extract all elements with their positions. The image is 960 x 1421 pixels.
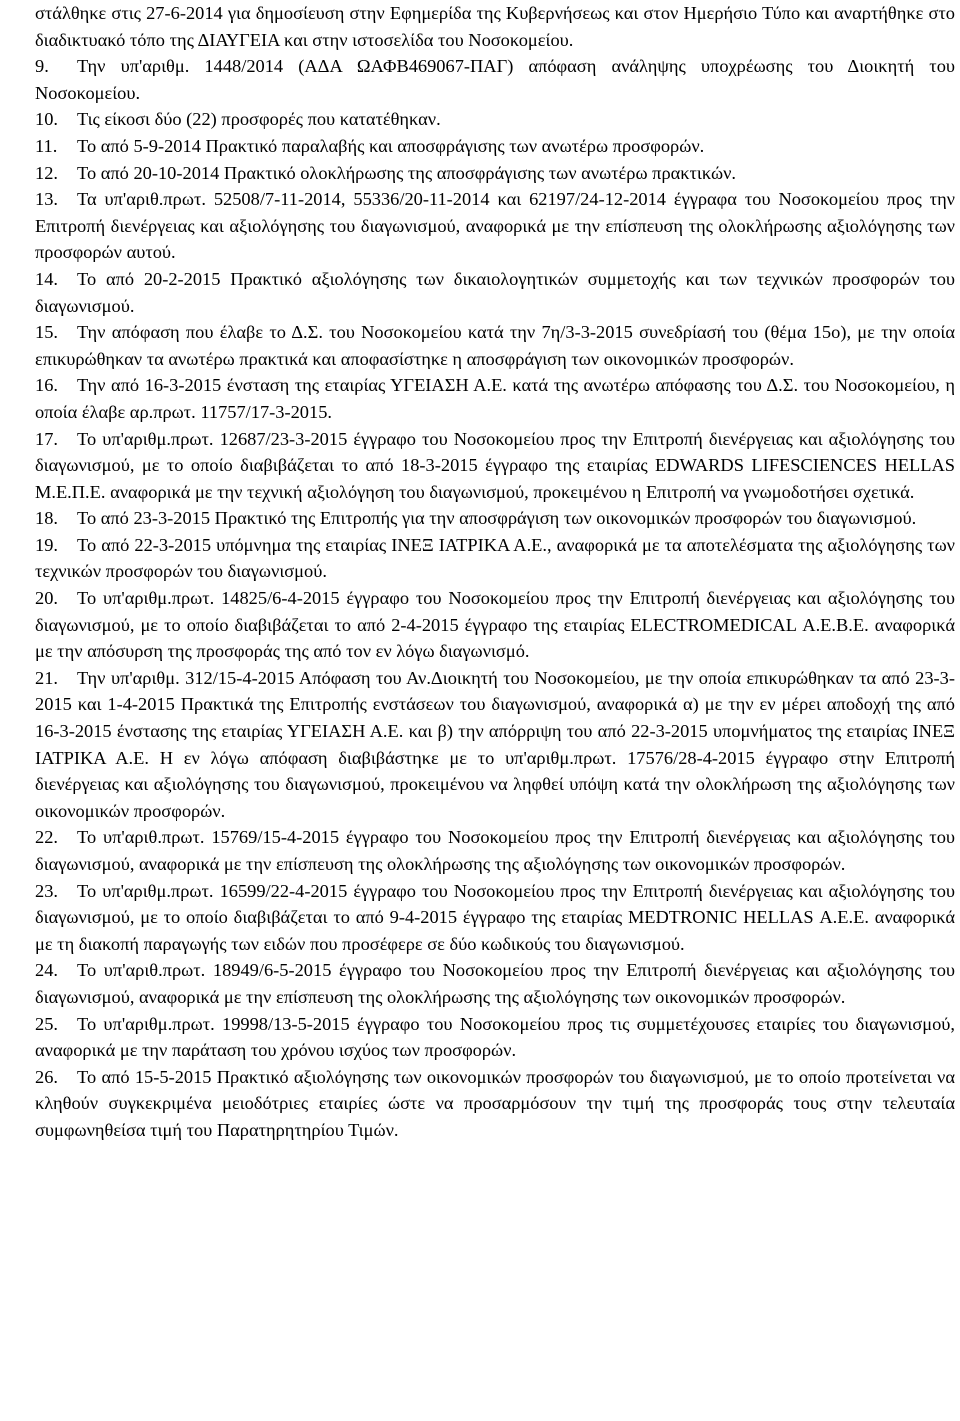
list-item [35, 532, 955, 585]
list-item [35, 53, 955, 106]
list-item [35, 505, 955, 532]
list-item-text: Το από 23-3-2015 Πρακτικό της Επιτροπής για την αποσφράγιση των οικονομικών προσφορών του διαγωνισμού. [77, 508, 917, 529]
list-item-number: 20. [35, 588, 58, 609]
list-item [35, 878, 955, 958]
list-item [35, 186, 955, 266]
list-item-number: 26. [35, 1066, 58, 1087]
list-item-number: 19. [35, 534, 58, 555]
list-item [35, 957, 955, 1010]
list-item-number: 25. [35, 1013, 58, 1034]
list-item [35, 1064, 955, 1144]
list-item-number: 12. [35, 162, 58, 183]
list-item-number: 11. [35, 135, 58, 156]
list-item-number: 9. [35, 56, 49, 77]
list-item-text: Την από 16-3-2015 ένσταση της εταιρίας ΥΓΕΙΑΣΗ Α.Ε. κατά της ανωτέρω απόφασης του Δ.Σ. του Νοσοκομείου, η οποία έλαβε αρ.πρωτ. 11757/17-3-2015. [35, 375, 955, 422]
list-item-text: Το υπ'αριθμ.πρωτ. 12687/23-3-2015 έγγραφο του Νοσοκομείου προς την Επιτροπή διενέργειας και αξιολόγησης του διαγωνισμού, με το οποίο διαβιβάζεται το από 18-3-2015 έγγραφο της εταιρίας EDWARDS LIFESCIENCES HELLAS Μ.Ε.Π.Ε. αναφορικά με την τεχνική αξιολόγηση του διαγωνισμού, προκειμένου η Επιτροπή να γνωμοδοτήσει σχετικά. [35, 428, 955, 502]
list-item-number: 13. [35, 189, 58, 210]
list-item-text: Το από 15-5-2015 Πρακτικό αξιολόγησης των οικονομικών προσφορών του διαγωνισμού, με το οποίο προτείνεται να κληθούν συγκεκριμένα μειοδότριες εταιρίες ώστε να προσαρμόσουν την τιμή της προσφοράς τους στην τελευταία συμφωνηθείσα τιμή του Παρατηρητηρίου Τιμών. [35, 1066, 955, 1140]
list-item [35, 319, 955, 372]
list-item [35, 426, 955, 506]
list-item-number: 23. [35, 880, 58, 901]
numbered-list [0, 53, 960, 1143]
list-item [35, 585, 955, 665]
list-item-text: Το από 20-2-2015 Πρακτικό αξιολόγησης των δικαιολογητικών συμμετοχής και των τεχνικών προσφορών του διαγωνισμού. [35, 268, 955, 316]
list-item [35, 160, 955, 187]
list-item-number: 14. [35, 268, 58, 289]
list-item [35, 665, 955, 825]
list-item [35, 106, 955, 133]
list-item-text: Τις είκοσι δύο (22) προσφορές που κατατέθηκαν. [77, 109, 441, 130]
list-item-text: Την υπ'αριθμ. 1448/2014 (ΑΔΑ ΩΑΦΒ469067-ΠΑΓ) απόφαση ανάληψης υποχρέωσης του Διοικητή του Νοσοκομείου. [35, 56, 955, 103]
list-item [35, 372, 955, 425]
list-item-text: Το υπ'αριθμ.πρωτ. 14825/6-4-2015 έγγραφο του Νοσοκομείου προς την Επιτροπή διενέργειας και αξιολόγησης του διαγωνισμού, με το οποίο διαβιβάζεται το από 2-4-2015 έγγραφο της εταιρίας ELECTROMEDICAL Α.Ε.Β.Ε. αναφορικά με την απόσυρση της προσφοράς της από τον εν λόγω διαγωνισμό. [35, 588, 955, 662]
list-item-text: Το υπ'αριθμ.πρωτ. 19998/13-5-2015 έγγραφο του Νοσοκομείου προς τις συμμετέχουσες εταιρίες του διαγωνισμού, αναφορικά με την παράταση του χρόνου ισχύος των προσφορών. [35, 1013, 955, 1061]
list-item-text: Την υπ'αριθμ. 312/15-4-2015 Απόφαση του Αν.Διοικητή του Νοσοκομείου, με την οποία επικυρώθηκαν τα από 23-3-2015 και 1-4-2015 Πρακτικά της Επιτροπής ενστάσεων του διαγωνισμού, αναφορικά α) με την εν μέρει αποδοχή της από 16-3-2015 ένστασης της εταιρίας ΥΓΕΙΑΣΗ Α.Ε. και β) την απόρριψη του από 22-3-2015 υπομνήματος της εταιρίας ΙΝΕΞ ΙΑΤΡΙΚΑ Α.Ε. Η εν λόγω απόφαση διαβιβάστηκε με το υπ'αριθμ.πρωτ. 17576/28-4-2015 έγγραφο στην Επιτροπή διενέργειας και αξιολόγησης του διαγωνισμού, προκειμένου να ληφθεί υπόψη κατά την ολοκλήρωση της αξιολόγησης των οικονομικών προσφορών. [35, 667, 955, 821]
list-item-number: 18. [35, 508, 58, 529]
list-item-number: 15. [35, 322, 58, 343]
list-item-number: 24. [35, 960, 58, 981]
list-item-number: 21. [35, 667, 58, 688]
list-item-text: Το από 20-10-2014 Πρακτικό ολοκλήρωσης της αποσφράγισης των ανωτέρω πρακτικών. [77, 162, 736, 183]
list-item [35, 1011, 955, 1064]
list-item-number: 22. [35, 827, 58, 848]
list-item-number: 17. [35, 428, 58, 449]
list-item [35, 824, 955, 877]
list-item-text: Το υπ'αριθ.πρωτ. 15769/15-4-2015 έγγραφο του Νοσοκομείου προς την Επιτροπή διενέργειας και αξιολόγησης του διαγωνισμού, αναφορικά με την επίσπευση της ολοκλήρωσης της αξιολόγησης των οικονομικών προσφορών. [35, 827, 955, 874]
list-item-text: Την απόφαση που έλαβε το Δ.Σ. του Νοσοκομείου κατά την 7η/3-3-2015 συνεδρίασή του (θέμα 15ο), με την οποία επικυρώθηκαν τα ανωτέρω πρακτικά και αποφασίστηκε η αποσφράγιση των οικονομικών προσφορών. [35, 322, 955, 369]
list-item-text: Το από 22-3-2015 υπόμνημα της εταιρίας ΙΝΕΞ ΙΑΤΡΙΚΑ Α.Ε., αναφορικά με τα αποτελέσματα της αξιολόγησης των τεχνικών προσφορών του διαγωνισμού. [35, 534, 955, 582]
list-item-text: Το υπ'αριθ.πρωτ. 18949/6-5-2015 έγγραφο του Νοσοκομείου προς την Επιτροπή διενέργειας και αξιολόγησης του διαγωνισμού, αναφορικά με την επίσπευση της ολοκλήρωσης της αξιολόγησης των οικονομικών προσφορών. [35, 960, 955, 1007]
intro-paragraph: στάλθηκε στις 27-6-2014 για δημοσίευση στην Εφημερίδα της Κυβερνήσεως και στον Ημερήσιο Τύπο και αναρτήθηκε στο διαδικτυακό τόπο της ΔΙΑΥΓΕΙΑ και στην ιστοσελίδα του Νοσοκομείου. [35, 3, 955, 50]
list-item-text: Το από 5-9-2014 Πρακτικό παραλαβής και αποσφράγισης των ανωτέρω προσφορών. [77, 135, 705, 156]
list-item-text: Τα υπ'αριθ.πρωτ. 52508/7-11-2014, 55336/20-11-2014 και 62197/24-12-2014 έγγραφα του Νοσοκομείου προς την Επιτροπή διενέργειας και αξιολόγησης του διαγωνισμού, αναφορικά με την επίσπευση της ολοκλήρωσης αξιολόγησης των προσφορών αυτού. [35, 189, 955, 263]
list-item-text: Το υπ'αριθμ.πρωτ. 16599/22-4-2015 έγγραφο του Νοσοκομείου προς την Επιτροπή διενέργειας και αξιολόγησης του διαγωνισμού, με το οποίο διαβιβάζεται το από 9-4-2015 έγγραφο της εταιρίας MEDTRONIC HELLAS Α.Ε.Ε. αναφορικά με τη διακοπή παραγωγής των ειδών που προσέφερε σε δύο κωδικούς του διαγωνισμού. [35, 880, 955, 954]
list-item [35, 266, 955, 319]
list-item-number: 16. [35, 375, 58, 396]
list-item-number: 10. [35, 109, 58, 130]
list-item [35, 133, 955, 160]
